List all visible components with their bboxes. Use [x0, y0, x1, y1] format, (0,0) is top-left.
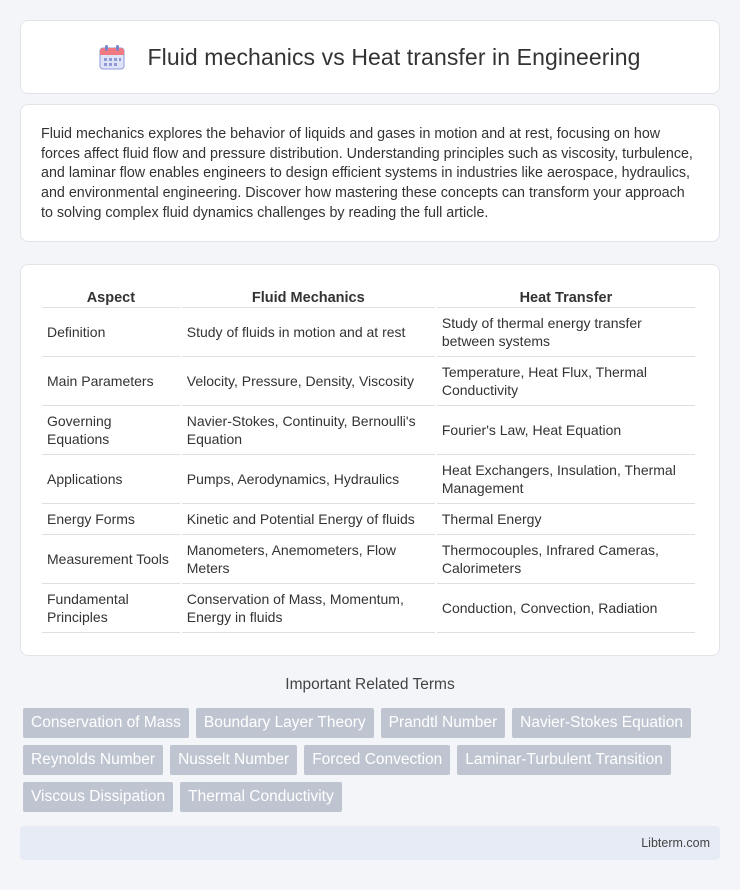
cell-fluid: Kinetic and Potential Energy of fluids	[182, 504, 435, 535]
cell-aspect: Measurement Tools	[42, 535, 180, 584]
tag-viscous-dissipation[interactable]: Viscous Dissipation	[23, 782, 173, 812]
cell-heat: Thermocouples, Infrared Cameras, Calorimeters	[437, 535, 695, 584]
cell-heat: Heat Exchangers, Insulation, Thermal Management	[437, 455, 695, 504]
related-terms-tags	[23, 708, 723, 819]
table-row	[42, 455, 695, 504]
cell-heat: Temperature, Heat Flux, Thermal Conductivity	[437, 357, 695, 406]
table-row	[42, 308, 695, 357]
comparison-table	[40, 285, 697, 633]
tag-conservation-of-mass[interactable]: Conservation of Mass	[23, 708, 189, 738]
tag-reynolds-number[interactable]: Reynolds Number	[23, 745, 163, 775]
comparison-table-card	[20, 264, 720, 656]
footer	[20, 826, 720, 860]
tag-nusselt-number[interactable]: Nusselt Number	[170, 745, 297, 775]
tag-navier-stokes-equation[interactable]: Navier-Stokes Equation	[512, 708, 691, 738]
cell-heat: Conduction, Convection, Radiation	[437, 584, 695, 633]
table-header-row	[42, 285, 695, 308]
tag-laminar-turbulent-transition[interactable]: Laminar-Turbulent Transition	[457, 745, 671, 775]
cell-fluid: Manometers, Anemometers, Flow Meters	[182, 535, 435, 584]
title-card	[20, 20, 720, 94]
cell-aspect: Energy Forms	[42, 504, 180, 535]
cell-fluid: Pumps, Aerodynamics, Hydraulics	[182, 455, 435, 504]
calendar-icon	[99, 44, 125, 70]
header-fluid-mechanics: Fluid Mechanics	[182, 285, 435, 308]
table-row	[42, 584, 695, 633]
intro-text: Fluid mechanics explores the behavior of liquids and gases in motion and at rest, focusing on how forces affect fluid flow and pressure distribution. Understanding principles such as viscosity, turbulence, and laminar flow enables engineers to design efficient systems in industries like aerospace, hydraulics, and environmental engineering. Discover how mastering these concepts can transform your approach to solving complex fluid dynamics challenges by reading the full article.	[41, 126, 693, 221]
intro-card	[20, 104, 720, 242]
cell-aspect: Main Parameters	[42, 357, 180, 406]
table-row	[42, 357, 695, 406]
header-aspect: Aspect	[42, 285, 180, 308]
tag-forced-convection[interactable]: Forced Convection	[304, 745, 450, 775]
cell-aspect: Fundamental Principles	[42, 584, 180, 633]
cell-heat: Study of thermal energy transfer between systems	[437, 308, 695, 357]
tag-thermal-conductivity[interactable]: Thermal Conductivity	[180, 782, 342, 812]
table-row	[42, 535, 695, 584]
cell-fluid: Velocity, Pressure, Density, Viscosity	[182, 357, 435, 406]
cell-fluid: Navier-Stokes, Continuity, Bernoulli's Equation	[182, 406, 435, 455]
related-terms-title: Important Related Terms	[285, 676, 455, 693]
cell-aspect: Governing Equations	[42, 406, 180, 455]
header-heat-transfer: Heat Transfer	[437, 285, 695, 308]
cell-aspect: Applications	[42, 455, 180, 504]
cell-fluid: Study of fluids in motion and at rest	[182, 308, 435, 357]
cell-heat: Fourier's Law, Heat Equation	[437, 406, 695, 455]
table-row	[42, 504, 695, 535]
cell-fluid: Conservation of Mass, Momentum, Energy in fluids	[182, 584, 435, 633]
tag-boundary-layer-theory[interactable]: Boundary Layer Theory	[196, 708, 374, 738]
tag-prandtl-number[interactable]: Prandtl Number	[381, 708, 506, 738]
page-title: Fluid mechanics vs Heat transfer in Engineering	[147, 43, 641, 70]
table-row	[42, 406, 695, 455]
cell-heat: Thermal Energy	[437, 504, 695, 535]
cell-aspect: Definition	[42, 308, 180, 357]
footer-brand-link[interactable]: Libterm.com	[641, 836, 710, 850]
